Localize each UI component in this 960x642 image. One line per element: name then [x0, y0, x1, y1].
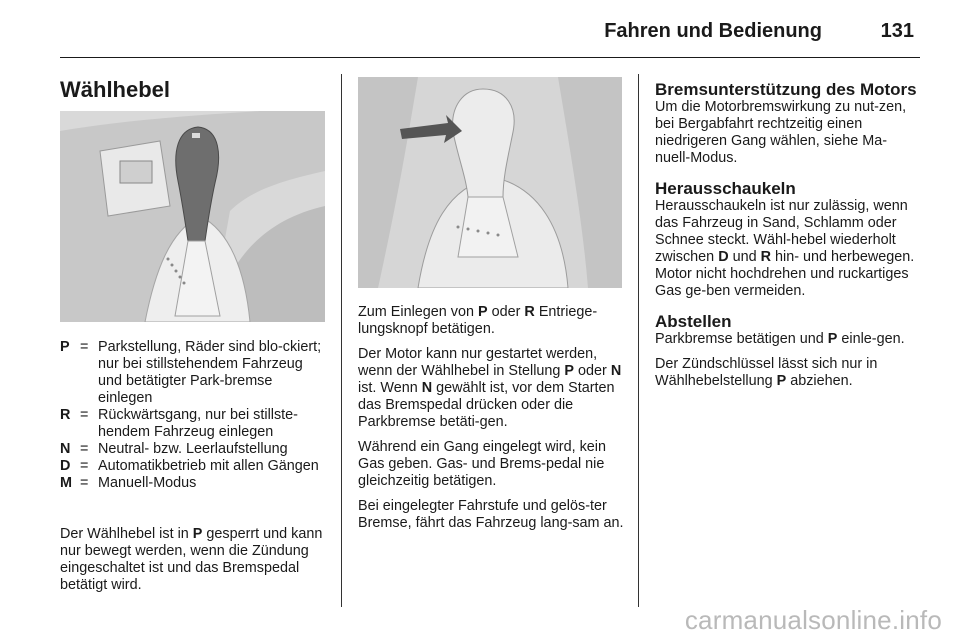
gear-key: R [60, 407, 71, 423]
parking-paragraph: Parkbremse betätigen und P einle-gen. [655, 331, 905, 347]
page-header [60, 0, 920, 58]
gear-item-n [60, 441, 326, 458]
rocking-paragraph: Herausschaukeln ist nur zulässig, wenn das Fahrzeug in Sand, Schlamm oder Schnee steckt. Wähl-hebel wiederholt zwischen D und R hin- und herbewegen. Motor nicht hochdrehen und ruckartiges Gas ge-ben vermeiden. [655, 198, 915, 299]
gear-description: Automatikbetrieb mit allen Gängen [98, 458, 319, 474]
gear-description: Rückwärtsgang, nur bei stillste-hendem Fahrzeug einlegen [98, 407, 298, 440]
gear-description: Manuell-Modus [98, 475, 197, 491]
release-button-paragraph: Zum Einlegen von P oder R Entriege-lungsknopf betätigen. [358, 304, 598, 337]
gear-key: D [60, 458, 71, 474]
column-2-text [358, 304, 624, 532]
gear-eq: = [80, 458, 89, 474]
gear-description: Parkstellung, Räder sind blo-ckiert; nur bei stillstehendem Fahrzeug und betätigter Park-bremse einlegen [98, 339, 322, 406]
lever-lock-paragraph: Der Wählhebel ist in P gesperrt und kann nur bewegt werden, wenn die Zündung eingeschaltet ist und das Bremspedal betätigt wird. [60, 526, 323, 593]
gear-eq: = [80, 339, 89, 355]
section-title: Wählhebel [60, 77, 171, 102]
gear-eq: = [80, 441, 89, 457]
gear-item-p [60, 339, 326, 407]
gear-item-r [60, 407, 326, 441]
gear-item-m [60, 475, 326, 492]
rocking-heading: Herausschaukeln [655, 179, 796, 198]
column-3-text [655, 80, 921, 390]
ignition-key-paragraph: Der Zündschlüssel lässt sich nur in Wählhebelstellung P abziehen. [655, 356, 878, 389]
gear-lever-photo [60, 111, 325, 322]
gear-engage-paragraph: Während ein Gang eingelegt wird, kein Gas geben. Gas- und Brems-pedal nie gleichzeitig betätigen. [358, 439, 606, 489]
engine-braking-paragraph: Um die Motorbremswirkung zu nut-zen, bei Bergabfahrt rechtzeitig einen niedrigeren Gang wählen, siehe Ma-nuell-Modus. [655, 99, 907, 166]
engine-braking-heading: Bremsunterstützung des Motors [655, 80, 917, 99]
column-divider-2 [638, 74, 639, 607]
gear-item-d [60, 458, 326, 475]
gear-description: Neutral- bzw. Leerlaufstellung [98, 441, 288, 457]
page-number: 131 [880, 20, 914, 42]
gear-eq: = [80, 407, 89, 423]
gear-key: M [60, 475, 72, 491]
header-title: Fahren und Bedienung [604, 20, 822, 42]
watermark: carmanualsonline.info [684, 605, 942, 635]
gear-eq: = [80, 475, 89, 491]
gear-key: P [60, 339, 70, 355]
column-divider-1 [341, 74, 342, 607]
creep-paragraph: Bei eingelegter Fahrstufe und gelös-ter Bremse, fährt das Fahrzeug lang-sam an. [358, 498, 624, 531]
gear-key: N [60, 441, 71, 457]
gear-position-list [60, 339, 326, 492]
release-button-photo [358, 77, 622, 288]
engine-start-paragraph: Der Motor kann nur gestartet werden, wenn der Wählhebel in Stellung P oder N ist. Wenn N gewählt ist, vor dem Starten das Bremspedal drücken oder die Parkbremse betäti-gen. [358, 346, 622, 430]
parking-heading: Abstellen [655, 312, 732, 331]
